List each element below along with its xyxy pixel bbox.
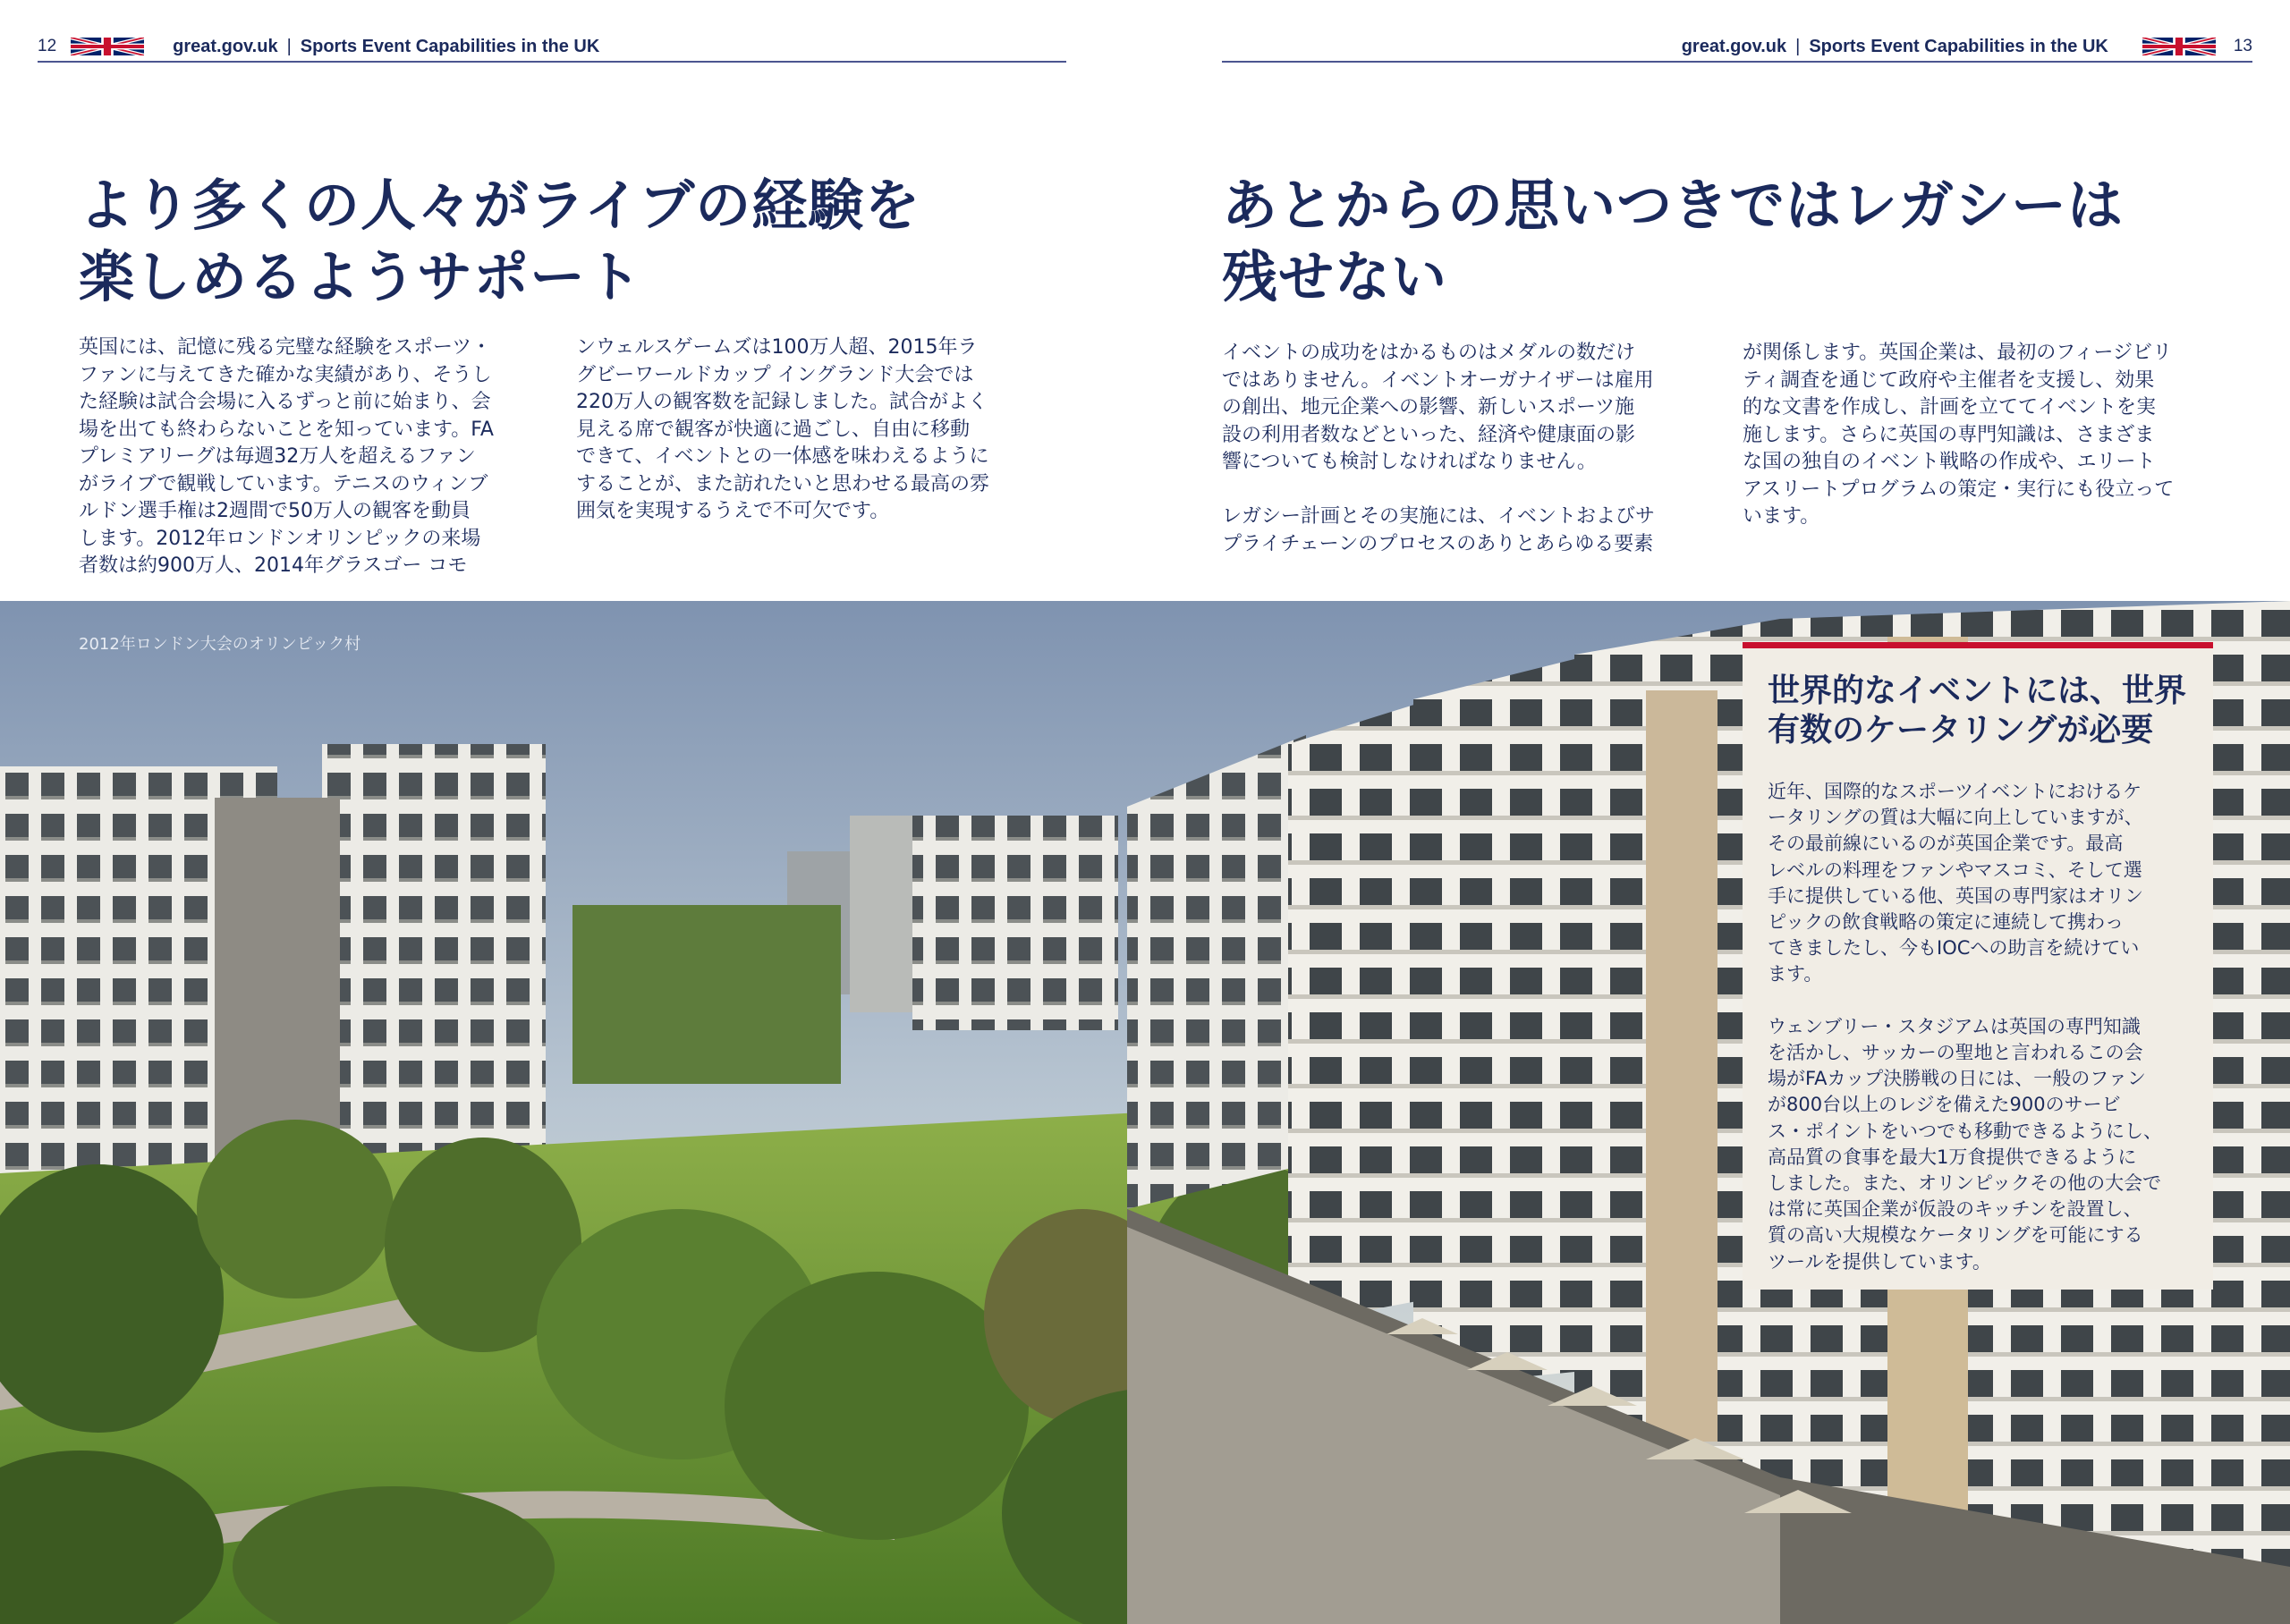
header-separator-left: | (286, 36, 292, 56)
page-number-right: 13 (2233, 37, 2252, 55)
site-name-right: great.gov.uk (1681, 36, 1787, 56)
photo-caption: 2012年ロンドン大会のオリンピック村 (79, 635, 361, 654)
header-left (38, 29, 599, 64)
header-rule-left (38, 61, 1066, 63)
body-text-right-column-1: イベントの成功をはかるものはメダルの数だけ ではありません。イベントオーガナイザーは雇用 の創出、地元企業への影響、新しいスポーツ施 設の利用者数などといった、経済や健康面の影 響についても検討しなければなりません。 レガシー計画とその実施には、イベントおよびサ プライチェーンのプロセスのありとあらゆる要素 (1222, 342, 1656, 555)
page-title-right: あとからの思いつきではレガシーは 残せない (1222, 173, 2125, 309)
document-title-left: Sports Event Capabilities in the UK (300, 36, 600, 56)
body-text-right-column-2: が関係します。英国企業は、最初のフィージビリ ティ調査を通じて政府や主催者を支援し、効果 的な文書を作成し、計画を立ててイベントを実 施します。さらに英国の専門知識は、さまざま な国の独自のイベント戦略の作成や、エリート アスリートプログラムの策定・実行にも役立って います。 (1743, 342, 2175, 528)
header-separator-right: | (1795, 36, 1801, 56)
page-title-left: より多くの人々がライブの経験を 楽しめるようサポート (79, 173, 921, 309)
document-title-right: Sports Event Capabilities in the UK (1809, 36, 2108, 56)
header-rule-right (1222, 61, 2252, 63)
body-text-left-column-1: 英国には、記憶に残る完璧な経験をスポーツ・ ファンに与えてきた確かな実績があり、そうし た経験は試合会場に入るずっと前に始まり、会 場を出ても終わらないことを知っています。FA プレミアリーグは毎週32万人を超えるファン がライブで観戦しています。テニスのウィンブ ルドン選手権は2週間で50万人の観客を動員 します。2012年ロンドンオリンピックの来場 者数は約900万人、2014年グラスゴー コモ (79, 336, 494, 577)
catering-sidebar-box (1743, 642, 2213, 1290)
sidebar-title: 世界的なイベントには、世界 有数のケータリングが必要 (1768, 672, 2187, 749)
header-right (1682, 29, 2252, 64)
sidebar-body: 近年、国際的なスポーツイベントにおけるケ ータリングの質は大幅に向上していますが、 その最前線にいるのが英国企業です。最高 レベルの料理をファンやマスコミ、そして選 手に提供している他、英国の専門家はオリン ピックの飲食戦略の策定に連続して携わっ てきましたし、今もIOCへの助言を続けてい ます。 ウェンブリー・スタジアムは英国の専門知識 を活かし、サッカーの聖地と言われるこの会 場がFAカップ決勝戦の日には、一般のファン が800台以上のレジを備えた900のサービ ス・ポイントをいつでも移動できるようにし、 高品質の食事を最大1万食提供できるように しました。また、オリンピックその他の大会で は常に英国企業が仮設のキッチンを設置し、 質の高い大規模なケータリングを可能にする ツールを提供しています。 (1768, 781, 2162, 1273)
page-number-left: 12 (38, 37, 57, 55)
site-name-left: great.gov.uk (173, 36, 278, 56)
union-jack-flag-icon (2142, 38, 2216, 55)
body-text-left-column-2: ンウェルスゲームズは100万人超、2015年ラ グビーワールドカップ イングランド大会では 220万人の観客数を記録しました。試合がよく 見える席で観客が快適に過ごし、自由に移動 できて、イベントとの一体感を味わえるように することが、また訪れたいと思わせる最高の雰 囲気を実現するうえで不可欠です。 (576, 336, 990, 522)
union-jack-flag-icon (71, 38, 144, 55)
